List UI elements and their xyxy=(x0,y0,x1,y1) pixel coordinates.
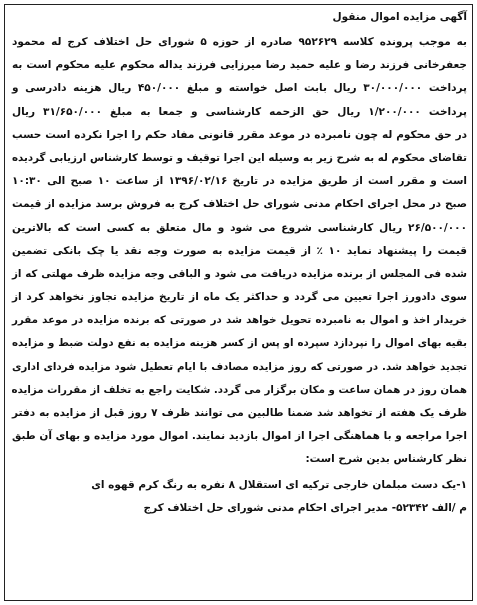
notice-line: در حق محکوم له چون نامبرده در موعد مقرر قانونی مفاد حکم را اجرا نکرده است حسب xyxy=(12,128,467,141)
notice-line: ظرف یک هفته از تخواهد شد ضمنا طالبین می توانند ظرف ۷ روز قبل از مزایده به دفتر xyxy=(12,407,467,419)
auction-notice xyxy=(4,4,473,601)
notice-line: تجدید خواهد شد. در صورتی که روز مزایده مصادف با ایام تعطیل شود مزایده فردای اداری xyxy=(12,360,467,373)
notice-line: خریدار اخذ و اموال به نامبرده تحویل خواهد شد در صورتی که برنده مزایده در موعد مقرر xyxy=(12,314,467,327)
notice-line: صبح در محل اجرای احکام مدنی شورای حل اختلاف کرج به فروش برسد مزایده از قیمت xyxy=(12,198,467,211)
notice-line: پرداخت ۳۰/۰۰۰/۰۰۰ ریال بابت اصل خواسته و مبلغ ۴۵۰/۰۰۰ ریال هزینه دادرسی و xyxy=(12,82,467,95)
notice-line: شده فی المجلس از برنده مزایده دریافت می شود و الباقی وجه مزایده ظرف مهلتی که از xyxy=(12,267,467,280)
notice-line: پرداخت ۱/۲۰۰/۰۰۰ ریال حق الزحمه کارشناسی و جمعا به مبلغ ۳۱/۶۵۰/۰۰۰ ریال xyxy=(12,105,467,118)
notice-line: سوی دادورز اجرا تعیین می گردد و حداکثر یک ماه از تاریخ مزایده تجاوز نخواهد کرد از xyxy=(12,291,467,304)
notice-line: به موجب پرونده کلاسه ۹۵۲۶۲۹ صادره از حوزه ۵ شورای حل اختلاف کرج له محمود xyxy=(12,36,467,48)
auction-item: ۱-یک دست مبلمان خارجی ترکیه ای استقلال ۸ نفره به رنگ کرم قهوه ای xyxy=(91,478,467,491)
notice-line: همان روز در همان ساعت و مکان برگزار می گردد. شکایت راجع به تخلف از مقررات مزایده xyxy=(11,383,467,396)
notice-line: قیمت را پیشنهاد نماید ۱۰ ٪ از قیمت مزایده به صورت وجه نقد یا چک بانکی تضمین xyxy=(12,244,467,257)
notice-line: جعفرخانی فرزند رضا و علیه حمید رضا میرزایی فرزند یداله محکوم علیه محکوم است به xyxy=(12,59,467,72)
notice-line: ۲۶/۵۰۰/۰۰۰ ریال کارشناسی شروع می شود و مال متعلق به کسی است که بالاترین xyxy=(12,221,467,234)
notice-line: نظر کارشناس بدین شرح است: xyxy=(305,453,467,466)
notice-line: است و مقرر است از طریق مزایده در تاریخ ۱۳۹۶/۰۲/۱۶ از ساعت ۱۰ صبح الی ۱۰:۳۰ xyxy=(12,175,468,188)
notice-footer: م /الف ۵۲۳۴۲- مدیر اجرای احکام مدنی شورای حل اختلاف کرج xyxy=(143,501,467,514)
notice-line: اجرا مراجعه و با هماهنگی اجرا از اموال بازدید نمایند. اموال مورد مزایده و بهای آن طبق xyxy=(12,430,467,443)
notice-line: بقیه بهای اموال را نپردازد سپرده او پس از کسر هزینه مزایده به نفع دولت ضبط و مزایده xyxy=(12,337,467,350)
notice-line: تقاضای محکوم له به شرح زیر به وسیله این اجرا توقیف و توسط کارشناس ارزیابی گردیده xyxy=(12,151,467,164)
notice-title: آگهی مزایده اموال منقول xyxy=(332,11,467,23)
